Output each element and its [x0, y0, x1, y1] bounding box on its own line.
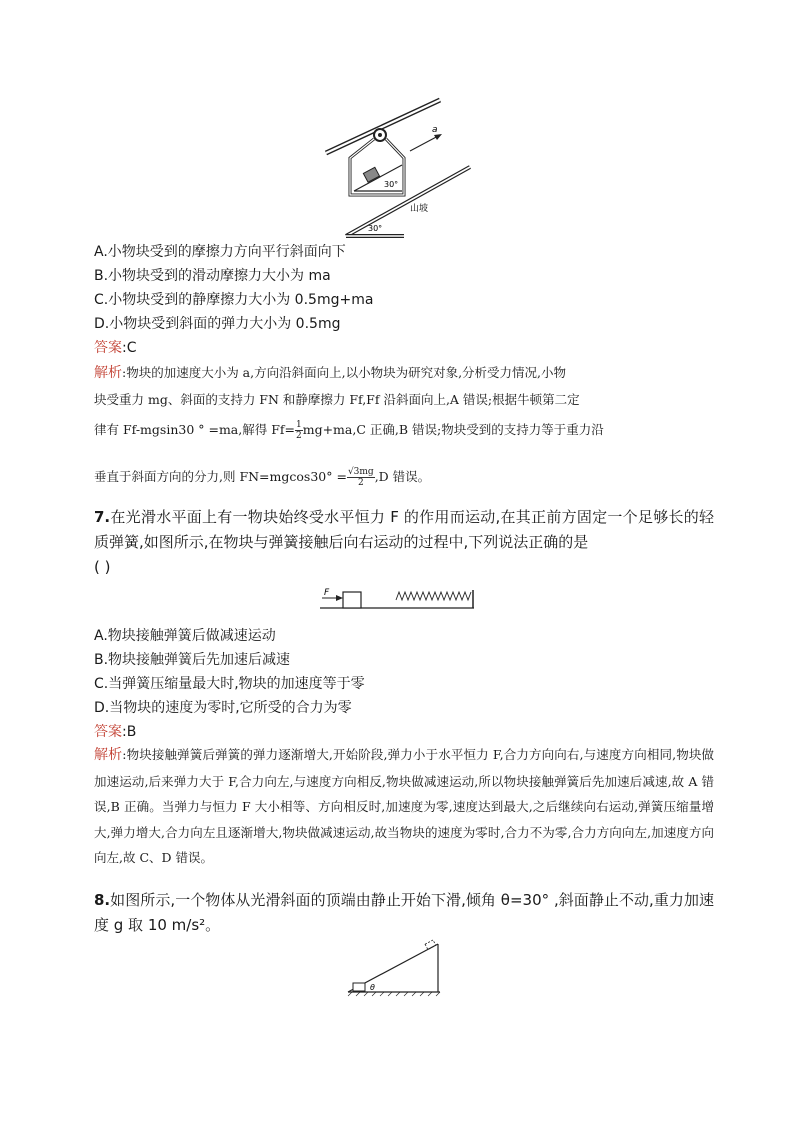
- q6-explanation-line1: 解析:物块的加速度大小为 a,方向沿斜面向上,以小物块为研究对象,分析受力情况,小物: [94, 365, 567, 381]
- q6-option-a: A.小物块受到的摩擦力方向平行斜面向下: [94, 244, 346, 260]
- q6-option-b: B.小物块受到的滑动摩擦力大小为 ma: [94, 268, 331, 284]
- label-theta: θ: [370, 983, 375, 992]
- answer-value: C: [126, 340, 137, 356]
- q6-explanation-line2: 块受重力 mg、斜面的支持力 FN 和静摩擦力 Ff,Ff 沿斜面向上,A 错误;根据牛顿第二定: [94, 392, 580, 407]
- q7-option-a: A.物块接触弹簧后做减速运动: [94, 628, 276, 644]
- fraction-half: $\frac{1}{2}$: [295, 420, 302, 441]
- q7-stem: 7.在光滑水平面上有一物块始终受水平恒力 F 的作用而运动,在其正前方固定一个足够长的轻质弹簧,如图所示,在物块与弹簧接触后向右运动的过程中,下列说法正确的是 ( ): [94, 508, 714, 576]
- explanation-label: 解析: [94, 365, 122, 381]
- q6-answer: 答案:C: [94, 340, 137, 356]
- q7-explanation: 解析:物块接触弹簧后弹簧的弹力逐渐增大,开始阶段,弹力小于水平恒力 F,合力方向向右,与速度方向相同,物块做加速运动,后来弹力大于 F,合力向左,与速度方向相反,物块做减速运动,所以物块接触弹簧后先加速后减速,故 A 错误,B 正确。当弹力与恒力 F 大小相等、方向相反时,加速度为零,速度达到最大,之后继续向右运动,弹簧压缩量增大,弹力增大,合力向左且逐渐增大,物块做减速运动,故当物块的速度为零时,合力不为零,合力方向向左,加速度方向向左,故 C、D 错误。: [94, 747, 715, 865]
- label-slope: 山坡: [410, 204, 429, 214]
- figure-incline: [344, 938, 444, 998]
- label-30-box: 30°: [384, 180, 399, 189]
- q7-answer: 答案:B: [94, 724, 137, 740]
- q7-option-d: D.当物块的速度为零时,它所受的合力为零: [94, 700, 352, 716]
- q6-explanation-line4: 垂直于斜面方向的分力,则 FN=mgcos30° = $\frac{√3mg}{2}$ ,D 错误。: [94, 467, 431, 488]
- q6-explanation-line3: 律有 Ff-mgsin30 ° =ma,解得 Ff= $\frac{1}{2}$ mg+ma,C 正确,B 错误;物块受到的支持力等于重力沿: [94, 420, 604, 441]
- q6-option-d: D.小物块受到斜面的弹力大小为 0.5mg: [94, 316, 341, 332]
- answer-label: 答案: [94, 340, 122, 356]
- figure-block-spring: [318, 586, 478, 614]
- fraction-sqrt3mg: $\frac{√3mg}{2}$: [347, 467, 374, 488]
- q7-option-c: C.当弹簧压缩量最大时,物块的加速度等于零: [94, 676, 365, 692]
- q6-option-c: C.小物块受到的静摩擦力大小为 0.5mg+ma: [94, 292, 374, 308]
- q7-option-b: B.物块接触弹簧后先加速后减速: [94, 652, 291, 668]
- label-30-ground: 30°: [368, 224, 383, 233]
- label-F: F: [324, 588, 330, 598]
- label-a: a: [432, 125, 438, 135]
- figure-slope-box: [318, 95, 488, 240]
- q8-stem: 8.如图所示,一个物体从光滑斜面的顶端由静止开始下滑,倾角 θ=30° ,斜面静止不动,重力加速度 g 取 10 m/s²。: [94, 891, 714, 934]
